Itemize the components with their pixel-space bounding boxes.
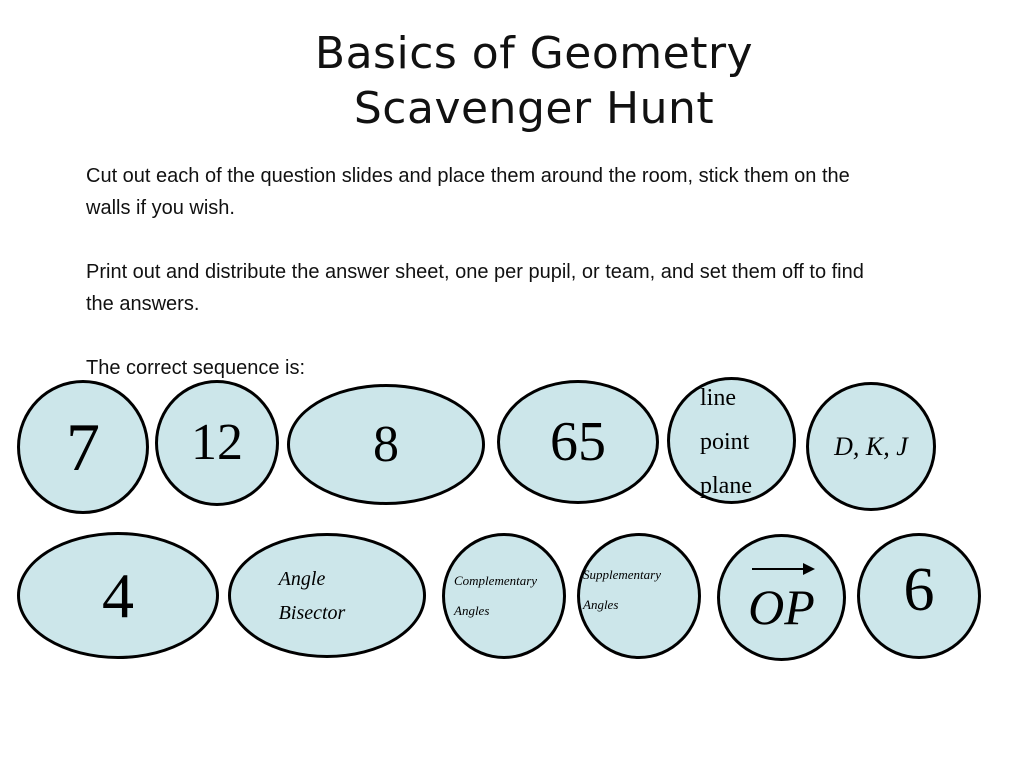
answer-circle-dkj — [806, 382, 936, 511]
answer-text-angle: Angle — [278, 567, 326, 590]
answer-text: OP — [748, 578, 815, 635]
instruction-print-out: Print out and distribute the answer sheet, one per pupil, or team, and set them off to find the answers. — [86, 261, 864, 315]
answer-ellipse-4 — [17, 532, 219, 659]
answer-text-stack — [454, 566, 537, 626]
answer-text-line: line — [700, 384, 736, 411]
instruction-cut-out: Cut out each of the question slides and place them around the room, stick them on the walls if you wish. — [86, 165, 850, 219]
answer-circle-ray-op — [717, 534, 846, 661]
answer-text: 65 — [550, 411, 606, 473]
answer-text-stack — [583, 560, 661, 620]
answer-text-bisector: Bisector — [278, 601, 346, 624]
page-title — [0, 26, 1024, 136]
answer-text-stack — [700, 376, 752, 508]
answer-circle-6 — [857, 533, 981, 659]
answer-text-plane: plane — [700, 472, 752, 499]
answer-text: 6 — [903, 556, 935, 624]
ray-arrow-icon — [752, 568, 813, 570]
answer-text-point: point — [700, 428, 750, 455]
answer-ellipse-angle-bisector — [228, 533, 426, 658]
answer-text-supplementary: Supplementary — [583, 567, 661, 582]
title-line-1: Basics of Geometry — [314, 28, 754, 79]
answer-text: 7 — [66, 409, 100, 485]
answer-circle-supplementary-angles — [577, 533, 701, 659]
answer-text: D, K, J — [834, 431, 908, 461]
answer-circle-complementary-angles — [442, 533, 566, 659]
answer-text-stack — [279, 562, 346, 630]
answer-circle-line-point-plane — [667, 377, 796, 504]
answer-ellipse-8 — [287, 384, 485, 505]
instruction-sequence-label: The correct sequence is: — [86, 357, 305, 379]
answer-text: 4 — [102, 559, 134, 631]
answer-text-complementary: Complementary — [454, 573, 538, 588]
title-line-2: Scavenger Hunt — [353, 83, 715, 134]
answer-text-angles: Angles — [454, 603, 490, 618]
answer-circle-12 — [155, 380, 279, 506]
answer-text: 12 — [191, 414, 243, 471]
answer-circle-7 — [17, 380, 149, 514]
answer-text: 8 — [373, 415, 399, 473]
instructions — [86, 160, 886, 384]
answer-ellipse-65 — [497, 380, 659, 504]
answer-text-angles: Angles — [583, 597, 619, 612]
answer-text-ray — [748, 560, 815, 636]
